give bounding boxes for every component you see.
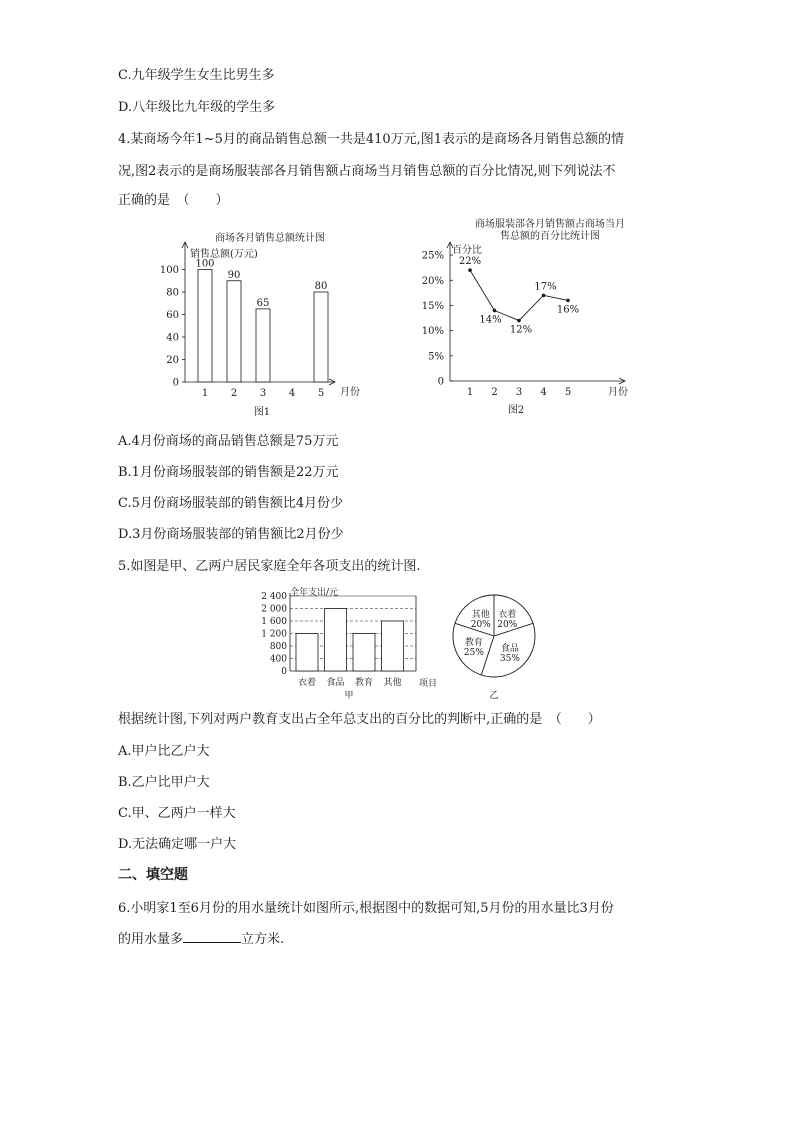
fig2-x-tick-label: 5 — [564, 387, 572, 398]
fig4-slice-name: 衣着 — [498, 609, 517, 620]
fig4-slice-label: 25% — [463, 648, 484, 659]
fig1-data-label: 65 — [256, 297, 270, 309]
fig2-data-point — [566, 299, 570, 303]
fig1-y-tick-label: 80 — [166, 287, 179, 299]
fig1-x-tick-label: 3 — [259, 388, 267, 399]
q6-line1: 6.小明家1至6月份的用水量统计如图所示,根据图中的数据可知,5月份的用水量比3月份 — [118, 901, 614, 916]
fig1-bar — [314, 292, 328, 382]
fig1-data-label: 100 — [195, 258, 215, 270]
fig2-data-point — [542, 294, 546, 298]
fig2-title-line2: 售总额的百分比统计图 — [500, 231, 600, 242]
fig3-x-tick-label: 教育 — [354, 678, 374, 688]
fig1-x-tick-label: 5 — [317, 388, 325, 399]
fig2-data-label: 16% — [556, 304, 580, 316]
fig1-bar — [198, 270, 212, 383]
q5-option-b[interactable]: B.乙户比甲户大 — [118, 775, 210, 790]
fig2-y-tick-label: 10% — [421, 326, 444, 338]
fig3-y-tick-label: 2 400 — [261, 592, 287, 602]
figure-1-bar-chart — [150, 225, 370, 425]
q4-stem-line2: 况,图2表示的是商场服装部各月销售额占商场当月销售总额的百分比情况,则下列说法不 — [118, 164, 616, 179]
q4-stem-line1: 4.某商场今年1~5月的商品销售总额一共是410万元,图1表示的是商场各月销售总额的情 — [118, 132, 625, 147]
fig1-data-label: 80 — [314, 281, 328, 292]
q5-option-c[interactable]: C.甲、乙两户一样大 — [118, 806, 236, 821]
fig3-bar — [353, 634, 375, 672]
fig1-y-tick-label: 40 — [166, 332, 179, 344]
fig1-x-tick-label: 4 — [288, 388, 296, 399]
fig2-data-label: 17% — [534, 281, 557, 293]
fig4-slice-label: 20% — [497, 619, 518, 630]
fig1-ylabel: 销售总额(万元) — [190, 249, 258, 260]
fig3-x-tick-label: 衣着 — [297, 678, 317, 688]
fig3-y-tick-label: 2 000 — [261, 604, 287, 615]
fig4-slice-name: 食品 — [500, 643, 519, 654]
fig3-title: 全年支出/元 — [290, 588, 339, 598]
q5-option-d[interactable]: D.无法确定哪一户大 — [118, 837, 237, 852]
figure-yi-pie-chart — [450, 590, 540, 705]
fig2-x-tick-label: 4 — [540, 387, 547, 398]
fig1-x-tick-label: 2 — [230, 388, 238, 399]
fig1-caption: 图1 — [253, 407, 271, 418]
fig3-bar — [325, 609, 347, 672]
q4-option-a[interactable]: A.4月份商场的商品销售总额是75万元 — [118, 434, 339, 449]
fig3-y-tick-label: 800 — [269, 642, 287, 652]
fig1-x-tick-label: 1 — [201, 388, 209, 399]
fig4-slice-name: 教育 — [464, 638, 483, 649]
q6-line2 — [118, 928, 284, 947]
fig2-data-label: 14% — [479, 314, 502, 326]
fig2-caption: 图2 — [507, 405, 525, 416]
fig2-data-point — [517, 319, 521, 323]
fig2-data-label: 12% — [509, 324, 533, 336]
q4-option-d[interactable]: D.3月份商场服装部的销售额比2月份少 — [118, 527, 344, 542]
fig3-y-tick-label: 400 — [269, 654, 287, 665]
fig1-bar — [256, 309, 270, 382]
fig2-y-tick-label: 5% — [428, 351, 444, 363]
fig3-y-tick-label: 1 600 — [261, 617, 287, 627]
fig3-bar — [382, 621, 404, 671]
fig4-slice-label: 35% — [499, 653, 520, 664]
prev-option-d[interactable]: D.八年级比九年级的学生多 — [118, 100, 276, 115]
fig2-x-tick-label: 1 — [466, 387, 474, 398]
figure-jia-bar-chart — [250, 586, 450, 702]
q5-question: 根据统计图,下列对两户教育支出占全年总支出的百分比的判断中,正确的是 （ ） — [118, 712, 601, 727]
fig2-y-tick-label: 0 — [437, 376, 444, 388]
fig4-slice-name: 其他 — [471, 609, 490, 620]
figure-2-line-chart — [420, 215, 640, 425]
q4-stem-line3: 正确的是 （ ） — [118, 193, 229, 208]
fig1-y-tick-label: 60 — [166, 310, 179, 321]
fig2-y-tick-label: 20% — [421, 275, 444, 287]
fig3-bar — [296, 634, 318, 672]
q6-text-before-blank: 的用水量多 — [118, 932, 184, 947]
q5-stem: 5.如图是甲、乙两户居民家庭全年各项支出的统计图. — [118, 559, 421, 574]
fig2-x-tick-label: 3 — [515, 387, 523, 398]
fig1-data-label: 90 — [227, 269, 241, 281]
fig3-xlabel: 项目 — [418, 679, 438, 689]
q6-text-after-blank: 立方米. — [241, 932, 285, 947]
fig1-y-tick-label: 20 — [166, 355, 179, 366]
fig1-y-tick-label: 0 — [172, 377, 179, 389]
fig1-xlabel: 月份 — [340, 387, 360, 398]
q6-answer-blank[interactable] — [183, 931, 241, 943]
fig1-bar — [227, 281, 241, 382]
fig3-caption: 甲 — [344, 691, 354, 701]
fig2-x-tick-label: 2 — [491, 387, 498, 398]
q4-option-c[interactable]: C.5月份商场服装部的销售额比4月份少 — [118, 496, 344, 511]
fig3-x-tick-label: 其他 — [383, 678, 402, 688]
q5-option-a[interactable]: A.甲户比乙户大 — [118, 744, 210, 759]
fig2-ylabel: 百分比 — [452, 245, 482, 256]
prev-option-c[interactable]: C.九年级学生女生比男生多 — [118, 68, 275, 83]
fig1-title: 商场各月销售总额统计图 — [215, 233, 325, 244]
fig3-x-tick-label: 食品 — [326, 678, 345, 688]
section-heading: 二、填空题 — [118, 867, 188, 883]
fig2-data-point — [493, 309, 497, 313]
fig2-title-line1: 商场服装部各月销售额占商场当月 — [475, 219, 625, 230]
fig4-caption: 乙 — [489, 691, 499, 701]
fig2-data-point — [468, 268, 472, 272]
fig2-y-tick-label: 15% — [421, 300, 444, 312]
q4-option-b[interactable]: B.1月份商场服装部的销售额是22万元 — [118, 465, 339, 480]
fig4-slice-label: 20% — [470, 619, 491, 630]
fig2-series-line — [470, 270, 568, 320]
fig3-y-tick-label: 0 — [281, 667, 287, 677]
fig2-data-label: 22% — [458, 256, 482, 268]
fig2-y-tick-label: 25% — [421, 250, 444, 262]
fig1-y-tick-label: 100 — [159, 265, 179, 276]
fig3-y-tick-label: 1 200 — [261, 629, 287, 640]
fig2-xlabel: 月份 — [608, 387, 628, 398]
